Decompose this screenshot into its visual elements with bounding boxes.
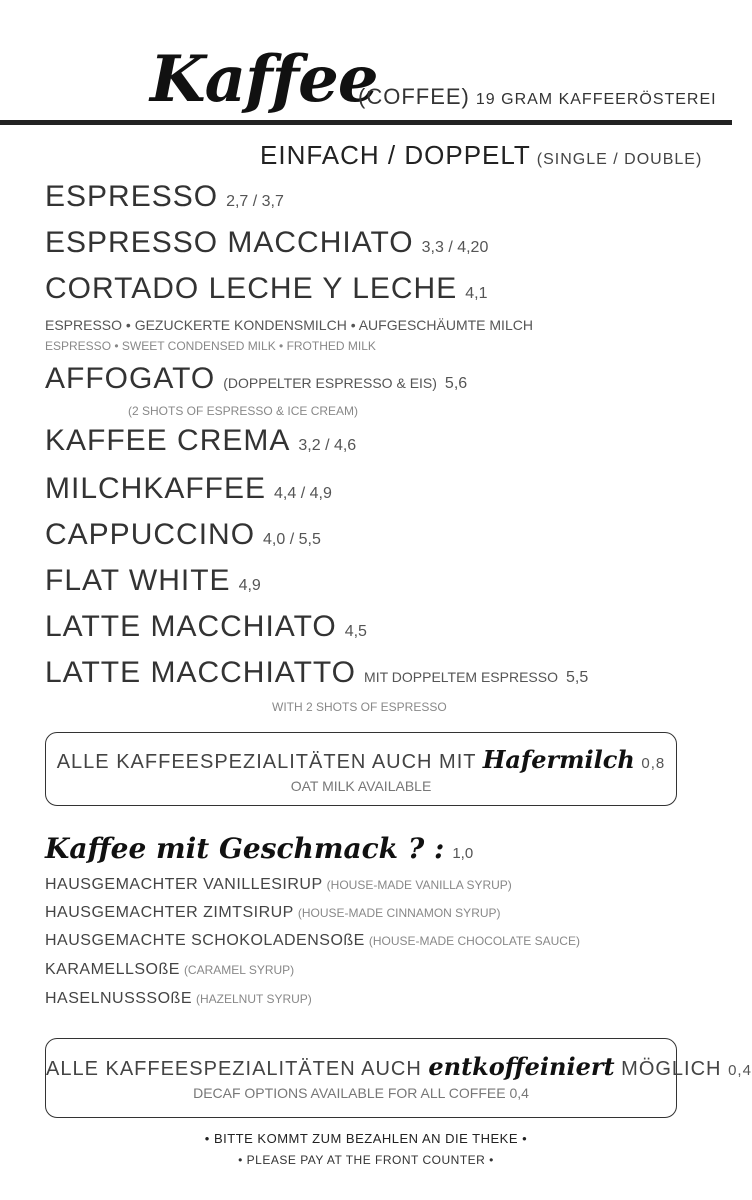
menu-item <box>45 180 284 214</box>
syrup-name: HAUSGEMACHTER VANILLESIRUP <box>45 876 323 893</box>
oat-milk-en: OAT MILK AVAILABLE <box>290 778 432 794</box>
item-price: 4,4 / 4,9 <box>274 485 332 502</box>
decaf-line <box>46 1052 752 1081</box>
menu-item <box>45 564 261 598</box>
menu-item <box>45 610 367 644</box>
subtitle-coffee: (COFFEE) <box>358 84 470 109</box>
item-name: FLAT WHITE <box>45 564 231 597</box>
syrup-name: HASELNUSSSOßE <box>45 990 192 1007</box>
syrup-item <box>45 904 501 922</box>
oat-milk-price: 0,8 <box>641 755 666 772</box>
item-name: LATTE MACCHIATO <box>45 610 337 643</box>
syrup-name: HAUSGEMACHTE SCHOKOLADENSOßE <box>45 932 365 949</box>
item-inline-note: (DOPPELTER ESPRESSO & EIS) <box>223 375 437 391</box>
flavor-section-title <box>45 832 473 865</box>
item-name: MILCHKAFFEE <box>45 472 267 505</box>
decaf-highlight: entkoffeiniert <box>428 1052 615 1081</box>
size-legend-en: (SINGLE / DOUBLE) <box>536 151 703 168</box>
menu-item <box>45 272 487 306</box>
syrup-name-en: (HOUSE-MADE CHOCOLATE SAUCE) <box>368 934 580 948</box>
footer-note-en: • PLEASE PAY AT THE FRONT COUNTER • <box>238 1153 494 1167</box>
item-price: 4,9 <box>238 577 261 594</box>
item-price: 5,5 <box>566 669 589 686</box>
header-divider <box>0 120 732 125</box>
syrup-item <box>45 932 580 950</box>
item-name: CAPPUCCINO <box>45 518 256 551</box>
item-inline-note: MIT DOPPELTEM ESPRESSO <box>364 669 559 685</box>
menu-header <box>0 40 732 132</box>
syrup-name-en: (HAZELNUT SYRUP) <box>195 992 312 1006</box>
flavor-title-text: Kaffee mit Geschmack ? : <box>45 832 445 865</box>
syrup-name-en: (HOUSE-MADE VANILLA SYRUP) <box>326 878 512 892</box>
menu-item <box>45 226 488 260</box>
decaf-text: ALLE KAFFEESPEZIALITÄTEN AUCH <box>46 1058 422 1080</box>
item-name: AFFOGATO <box>45 362 216 395</box>
size-legend <box>260 140 702 171</box>
footer-note-de: • BITTE KOMMT ZUM BEZAHLEN AN DIE THEKE • <box>204 1131 528 1146</box>
item-name: KAFFEE CREMA <box>45 424 291 457</box>
item-name: ESPRESSO <box>45 180 219 213</box>
decaf-text-after: MÖGLICH <box>621 1058 722 1080</box>
menu-item <box>45 472 332 506</box>
syrup-name: HAUSGEMACHTER ZIMTSIRUP <box>45 904 294 921</box>
syrup-item <box>45 961 294 979</box>
menu-title: Kaffee <box>150 42 378 117</box>
item-name: LATTE MACCHIATTO <box>45 656 357 689</box>
item-description-en: (2 SHOTS OF ESPRESSO & ICE CREAM) <box>128 404 359 418</box>
decaf-box <box>45 1038 752 1118</box>
item-price: 3,3 / 4,20 <box>421 239 489 256</box>
item-price: 4,1 <box>465 285 488 302</box>
oat-milk-text: ALLE KAFFEESPEZIALITÄTEN AUCH MIT <box>56 751 477 773</box>
flavor-price: 1,0 <box>452 845 474 862</box>
menu-item <box>45 518 321 552</box>
item-price: 4,5 <box>344 623 367 640</box>
item-name: CORTADO LECHE Y LECHE <box>45 272 458 305</box>
menu-subtitle <box>358 84 717 110</box>
item-description-de: ESPRESSO • GEZUCKERTE KONDENSMILCH • AUFGESCHÄUMTE MILCH <box>45 317 533 333</box>
item-price: 3,2 / 4,6 <box>298 437 357 454</box>
decaf-en: DECAF OPTIONS AVAILABLE FOR ALL COFFEE 0,4 <box>193 1085 529 1101</box>
oat-milk-line <box>46 745 676 774</box>
oat-milk-highlight: Hafermilch <box>482 745 635 774</box>
menu-item <box>45 362 467 396</box>
item-price: 4,0 / 5,5 <box>263 531 321 548</box>
decaf-price: 0,4 <box>728 1062 752 1079</box>
syrup-name: KARAMELLSOßE <box>45 961 180 978</box>
item-description-en: WITH 2 SHOTS OF ESPRESSO <box>272 700 447 714</box>
syrup-name-en: (HOUSE-MADE CINNAMON SYRUP) <box>297 906 501 920</box>
roaster-name: 19 GRAM KAFFEERÖSTEREI <box>475 91 717 108</box>
syrup-item <box>45 876 512 894</box>
item-name: ESPRESSO MACCHIATO <box>45 226 414 259</box>
size-legend-de: EINFACH / DOPPELT <box>260 140 531 170</box>
syrup-item <box>45 990 312 1008</box>
menu-item <box>45 656 588 690</box>
menu-item <box>45 424 356 458</box>
oat-milk-box <box>45 732 677 806</box>
item-description-en: ESPRESSO • SWEET CONDENSED MILK • FROTHED MILK <box>45 339 376 353</box>
item-price: 5,6 <box>444 375 468 392</box>
syrup-name-en: (CARAMEL SYRUP) <box>183 963 295 977</box>
item-price: 2,7 / 3,7 <box>226 193 284 210</box>
